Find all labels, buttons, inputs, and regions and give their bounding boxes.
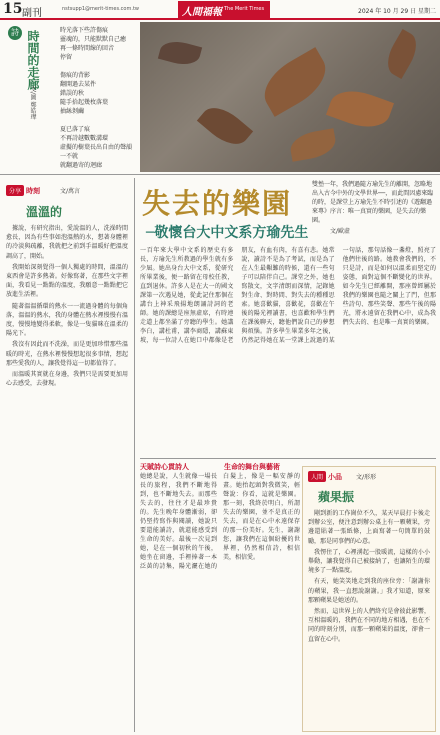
essay-label: 時刻 — [26, 187, 41, 195]
logo-english: The Merit Times — [224, 6, 265, 12]
poem-title: 時間的走廊 — [26, 30, 40, 90]
poem-line: 再一條時間線的回音 — [60, 45, 115, 52]
poem-badge: 詩 — [8, 26, 22, 40]
feature-title: 失去的樂園 — [142, 187, 293, 220]
story-tag: 人間 — [308, 471, 326, 482]
essay-body — [6, 224, 128, 388]
story-title: 蘋果振 — [318, 490, 355, 504]
poem-line: 不再詩越數數溝環 — [60, 135, 109, 142]
poem-section — [0, 22, 440, 172]
essay-title: 溫溫的 — [26, 205, 63, 219]
feature-subtitle: ─敬懷台大中文系方瑜先生 — [146, 225, 309, 241]
feature-body: 一百年來大學中文系的歷史有多長，方瑜先生所教過的學生就有多少屆。她出身台大中文系，從研究所畢業後，便一路留在母校任教，直到退休。許多人是在大一的國文課第一次遇見她，從此記住那個在講台上神采飛揚地朗誦詩詞的老師。她的課總是座無虛席，有時連走道上都坐滿了旁聽的學生。她講李白，講杜甫，講李商隱，講蘇東坡，每一位詩人在她口中都像是老朋友，有血有肉，有喜有悲。她常說，讀詩不是為了考試，而是為了在人生最艱難的時候，還有一些句子可以陪伴自己。課堂之外，她也寫散文，文字清朗而深情，記錄她對生命、對時間、對失去的種種思索。她喜歡貓，喜歡花，喜歡在午後的陽光裡讀書，也喜歡和學生們在課後聊天，聽他們說自己的夢想與煩惱。許多學生畢業多年之後，仍然記得她在某一堂課上說過的某一句話，那句話像一盞燈，照亮了他們往後的路。她教會我們的，不只是詩，而是如何以溫柔而堅定的姿態，面對這個不斷變化的世界。如今先生已經離開，那座曾經屬於我們的樂園也隨之關上了門，但那些詩句、那些笑聲、那些午後的陽光，將永遠留在我們心中，成為我們失去的、也是唯一真實的樂園。 — [140, 247, 436, 344]
poem-line: 虛擬的樹葉長出自由的聲韻 — [60, 144, 133, 151]
subhead: 生命的舞台與藝術 — [224, 462, 280, 471]
story-box — [302, 466, 436, 732]
story-label: 小品 — [328, 473, 343, 481]
feature-byline: 文∕歐虛 — [330, 228, 351, 235]
poem-line: 錯誤的秋 — [60, 90, 85, 97]
essay-author: 文∕萬言 — [60, 188, 81, 195]
poem-line: 一不就 — [60, 153, 79, 160]
story-paragraph: 剛到新的工作崗位不久，某天早晨打卡後走到辦公室，便注意到辦公桌上有一顆蘋果，旁邊還貼著一張紙條，上面寫著一句簡單的鼓勵，那是同事們的心意。 — [308, 510, 430, 545]
story-author: 文∕形形 — [356, 474, 377, 481]
feature-continuation-text: 她總是說，人生就像一場長長的旅程，我們不斷地得到，也不斷地失去。而那些失去的，往往才是最珍貴的。先生晚年身體漸弱，卻仍堅持寫作與閱讀，她說只要還能讀詩，就還能感受到生命的美好。最後一次見到她，是在一個初秋的午後，她坐在窗邊，手裡捧著一本泛黃的詩集，陽光灑在她的白髮上，像是一幅安靜的畫。她抬起頭對我微笑，輕聲說：你看，這就是樂園。那一刻，我終於明白，所謂失去的樂園，並不是真正的失去，而是在心中永遠保存的那一份美好。先生，謝謝您，讓我們在這個紛擾的世界裡，仍然相信詩，相信美，相信愛。 — [140, 473, 300, 570]
story-paragraph: 然而，這世界上的人們終究是會彼此影響，互相溫暖的，我們在不同的地方相遇，也在不同的時刻分別，而那一顆蘋果的溫度，卻會一直留在心中。 — [308, 608, 430, 643]
newspaper-logo — [178, 1, 270, 18]
issue-date: 2024 年 10 月 29 日 星期二 — [358, 8, 436, 15]
feature-intro: 雙墊一年，我們過隨方瑜先生的離開，忽略地出入古今中外的文學世界──，而此間因慮來臨的時，是課堂上方瑜先生不時引述的《遊翻過來專》序言：唯一真實的樂園，是失去的樂園。 — [312, 181, 434, 224]
poem-line: 靈魂的，只能默默自己癒 — [60, 36, 127, 43]
page-number: 15 — [3, 1, 23, 17]
poem-line: 翻開過去某件 — [60, 81, 97, 88]
story-body — [308, 509, 430, 644]
essay-paragraph: 我沒有因此而不洗澡，而是更加珍惜那些溫暖的時光，在熱水裡慢慢想起很多事情，想起那些愛我的人，讓我覺得這一切都值得了。 — [6, 341, 128, 367]
poem-line: 停留 — [60, 54, 73, 61]
column-divider — [134, 178, 135, 732]
section-name: 副刊 — [22, 8, 42, 19]
story-paragraph: 我愣住了，心裡湧起一股暖流，這樣的小小舉動，讓我覺得自己被接納了，也讓陌生的環境多了一點溫度。 — [308, 548, 430, 575]
subhead: 天賦詩心貫詩人 — [140, 462, 189, 471]
poem-line: 就翻過寄的迴廊 — [60, 162, 103, 169]
poem-author: 文∕圖 鄭皓瑋 — [29, 86, 36, 120]
essay-paragraph: 我開始深刻覺得一個人獨處的時間，溫溫的東西會是許多熱著。好像寫著，在那些文字裡面，我看見一點點的溫度，我願意一點點把它放進生活裡。 — [6, 263, 128, 299]
poem-line: 傷痕的背影 — [60, 72, 91, 79]
story-paragraph: 有天，她笑笑地走到我的座位旁：「謝謝你的蘋果，我一直想說謝謝。」我才知道，原來那顆蘋果是她送的。 — [308, 578, 430, 604]
poem-line: 抽絲剝繭 — [60, 108, 85, 115]
logo-chinese: 人間福報 — [182, 7, 222, 18]
poem-line: 夏已落了痕 — [60, 126, 91, 133]
site-url: nstsupp1@merit-times.com.tw — [62, 6, 140, 12]
poem-line: 隨手拾起幾枚落葉 — [60, 99, 109, 106]
essay-tag: 分享 — [6, 185, 24, 196]
essay-paragraph: 據說，有研究指出，愛說溫的人，洗澡時間愈長，因為有些事如泡溫熱的水，想著身體裡的冷淡與疏離，我就把之前到手溫暖好把溫度調高了，開始。 — [6, 225, 128, 260]
divider — [140, 458, 436, 459]
poem-line: 時光落下些許傷痕 — [60, 27, 109, 34]
essay-paragraph: 而溫暖其實就在身邊，我們只是需要更加用心去感受，去發現。 — [6, 371, 128, 388]
masthead — [0, 0, 440, 20]
essay-paragraph: 隨著溫溫循環的熱水一一流過身體的每個角落，溫溫的熱水，我的身體在熱水裡慢慢有溫度，慢慢地變得柔軟，像是一隻貓咪在溫柔的陽光下。 — [6, 302, 128, 338]
divider — [0, 174, 440, 175]
fallen-leaves-photo — [140, 22, 440, 172]
essay-column — [6, 178, 128, 390]
